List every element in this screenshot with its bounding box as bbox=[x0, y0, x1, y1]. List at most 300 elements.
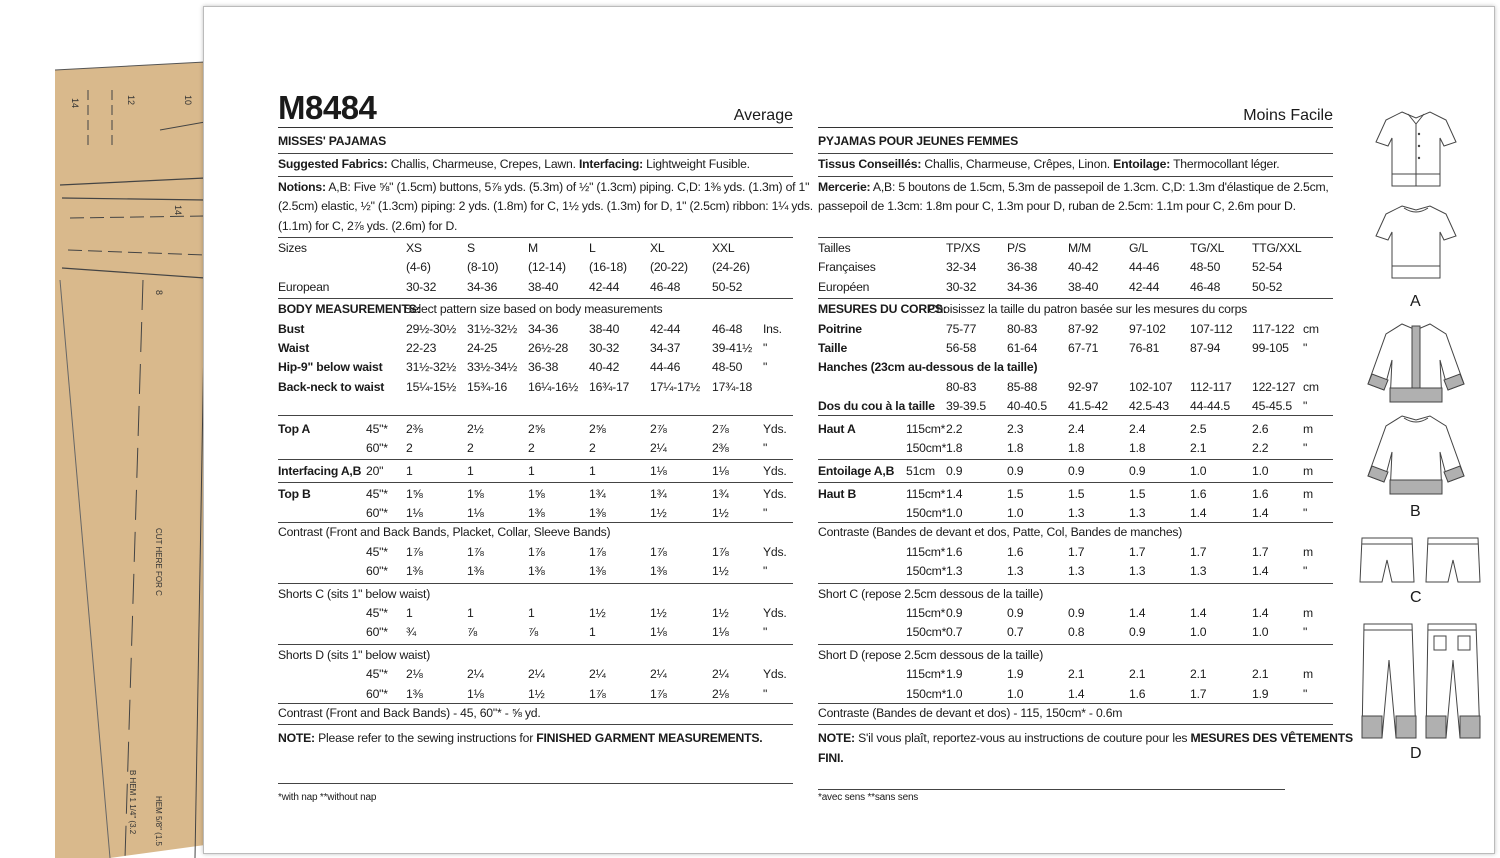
yardage-value: 2.1 bbox=[1068, 667, 1085, 681]
yardage-value: 0.9 bbox=[1007, 606, 1024, 620]
yardage-value: 1.4 bbox=[946, 487, 963, 501]
measurement-value: 80-83 bbox=[946, 380, 977, 394]
yardage-value: 0.9 bbox=[1129, 464, 1146, 478]
yardage-value: 1⅛ bbox=[467, 687, 484, 701]
view-a-back-drawing bbox=[1374, 202, 1458, 282]
yardage-value: 1.4 bbox=[1252, 564, 1269, 578]
size-value: TTG/XXL bbox=[1252, 241, 1302, 255]
measurement-value: 56-58 bbox=[946, 341, 977, 355]
size-value: 40-42 bbox=[1068, 260, 1099, 274]
measurement-value: 39-39.5 bbox=[946, 399, 986, 413]
yardage-value: 2 bbox=[406, 441, 413, 455]
pattern-back-sheet bbox=[203, 6, 1495, 854]
yardage-value: 2.3 bbox=[1007, 422, 1024, 436]
francaises-label: Françaises bbox=[818, 260, 876, 274]
yardage-value: 2⅛ bbox=[712, 687, 729, 701]
yardage-value: 1⅜ bbox=[406, 564, 423, 578]
size-value: (8-10) bbox=[467, 260, 499, 274]
size-value: 34-36 bbox=[467, 280, 498, 294]
footnote: *with nap **without nap bbox=[278, 792, 377, 803]
body-measurements-note: Select pattern size based on body measurements bbox=[404, 302, 663, 316]
size-value: S bbox=[467, 241, 475, 255]
yardage-value: 1½ bbox=[528, 687, 545, 701]
yardage-value: 1 bbox=[467, 464, 474, 478]
english-column bbox=[278, 7, 813, 853]
size-value: 46-48 bbox=[1190, 280, 1221, 294]
measurement-value: 38-40 bbox=[589, 322, 620, 336]
yardage-value: 1.9 bbox=[1252, 687, 1269, 701]
yardage-value: 1.8 bbox=[1007, 441, 1024, 455]
yardage-value: 2.1 bbox=[1252, 667, 1269, 681]
view-d-label: D bbox=[1410, 745, 1422, 762]
measurement-value: 87-92 bbox=[1068, 322, 1099, 336]
notions-fr-line-2: passepoil de 1.3cm: 1.8m pour C, 1.3m pour D, ruban de 2.5cm: 1.1m pour C, 2.6m pour D. bbox=[818, 199, 1296, 213]
yardage-value: 2¼ bbox=[589, 667, 606, 681]
measurement-value: 122-127 bbox=[1252, 380, 1296, 394]
french-header bbox=[818, 89, 1333, 128]
note: NOTE: Please refer to the sewing instructions for FINISHED GARMENT MEASUREMENTS. bbox=[278, 731, 763, 745]
yardage-value: 2¼ bbox=[467, 667, 484, 681]
yardage-value: 2½ bbox=[467, 422, 484, 436]
measurement-value: 26½-28 bbox=[528, 341, 569, 355]
pattern-title-fr: PYJAMAS POUR JEUNES FEMMES bbox=[818, 134, 1018, 148]
measurement-value: 15¾-16 bbox=[467, 380, 508, 394]
yardage-value: 1.5 bbox=[1068, 487, 1085, 501]
measurement-value: 61-64 bbox=[1007, 341, 1038, 355]
yardage-value: 2⅛ bbox=[406, 667, 423, 681]
yardage-value: 1½ bbox=[589, 606, 606, 620]
pattern-number: M8484 bbox=[278, 89, 377, 126]
view-b-label: B bbox=[1410, 503, 1421, 520]
unit-label: Yds. bbox=[763, 545, 787, 559]
yardage-value: ⅞ bbox=[528, 625, 538, 639]
yardage-value: 1⅞ bbox=[406, 545, 423, 559]
contrast-label: Contrast (Front and Back Bands, Placket, Collar, Sleeve Bands) bbox=[278, 525, 611, 539]
unit-label: " bbox=[763, 360, 768, 374]
yardage-value: 1.3 bbox=[946, 564, 963, 578]
yardage-value: 1⅜ bbox=[528, 506, 545, 520]
yardage-value: 1 bbox=[528, 464, 535, 478]
measurement-value: 102-107 bbox=[1129, 380, 1173, 394]
yardage-value: 1.7 bbox=[1190, 545, 1207, 559]
yardage-value: 1.0 bbox=[1252, 625, 1269, 639]
body-row-label: Bust bbox=[278, 322, 305, 336]
yardage-value: 1.4 bbox=[1252, 506, 1269, 520]
yardage-value: 1⅜ bbox=[589, 506, 606, 520]
measurement-value: 36-38 bbox=[528, 360, 559, 374]
unit-label: " bbox=[763, 564, 768, 578]
tissue-number: 14 bbox=[70, 98, 80, 109]
yardage-value: 2¼ bbox=[528, 667, 545, 681]
yardage-value: 1 bbox=[528, 606, 535, 620]
measurement-value: 15¼-15½ bbox=[406, 380, 457, 394]
measurement-value: 46-48 bbox=[712, 322, 743, 336]
measurement-value: 87-94 bbox=[1190, 341, 1221, 355]
fabric-width: 45"* bbox=[366, 422, 388, 436]
yardage-value: 1.3 bbox=[1068, 506, 1085, 520]
size-value: XXL bbox=[712, 241, 735, 255]
measurement-value: 117-122 bbox=[1252, 322, 1295, 336]
yardage-value: 1⅛ bbox=[712, 464, 729, 478]
yardage-value: 1⅜ bbox=[467, 564, 484, 578]
english-header bbox=[278, 89, 793, 128]
yardage-value: 1.4 bbox=[1129, 606, 1146, 620]
unit-label: " bbox=[1303, 399, 1308, 413]
shorts-d-label-fr: Short D (repose 2.5cm dessous de la taille) bbox=[818, 648, 1044, 662]
difficulty-label-fr: Moins Facile bbox=[1243, 107, 1333, 124]
view-d-drawing bbox=[1358, 620, 1484, 742]
measurement-value: 45-45.5 bbox=[1252, 399, 1292, 413]
measurement-value: 34-36 bbox=[528, 322, 559, 336]
yardage-value: 1⅝ bbox=[528, 487, 545, 501]
french-column bbox=[818, 7, 1353, 853]
yardage-value: 1½ bbox=[712, 606, 729, 620]
body-measurements-note-fr: Choisissez la taille du patron basée sur les mesures du corps bbox=[928, 302, 1248, 316]
sizes-label-fr: Tailles bbox=[818, 241, 851, 255]
yardage-value: 2¼ bbox=[712, 667, 729, 681]
yardage-value: 1.8 bbox=[946, 441, 963, 455]
yardage-value: 2 bbox=[467, 441, 474, 455]
size-value: 30-32 bbox=[946, 280, 977, 294]
tissue-label-hem: HEM 5/8" (1.5 bbox=[154, 796, 163, 846]
yardage-value: 1 bbox=[406, 606, 413, 620]
measurement-value: 42-44 bbox=[650, 322, 681, 336]
view-c-drawing bbox=[1358, 534, 1484, 586]
size-value: (20-22) bbox=[650, 260, 688, 274]
yardage-value: 1.9 bbox=[946, 667, 963, 681]
unit-label: " bbox=[1303, 564, 1308, 578]
yardage-value: 1⅜ bbox=[406, 687, 423, 701]
yardage-value: 2⅞ bbox=[650, 422, 667, 436]
yardage-value: 1½ bbox=[712, 564, 729, 578]
yardage-value: 1 bbox=[589, 625, 596, 639]
body-row-label: Poitrine bbox=[818, 322, 862, 336]
yardage-value: 1.6 bbox=[1252, 487, 1269, 501]
measurement-value: 39-41½ bbox=[712, 341, 753, 355]
yardage-value: 1.8 bbox=[1068, 441, 1085, 455]
fabric-width: 45"* bbox=[366, 667, 388, 681]
tissue-label-cut-here: CUT HERE FOR C bbox=[154, 528, 163, 596]
european-label: European bbox=[278, 280, 330, 294]
top-b-label: Top B bbox=[278, 487, 311, 501]
size-value: XL bbox=[650, 241, 665, 255]
fabric-width: 45"* bbox=[366, 606, 388, 620]
size-value: 46-48 bbox=[650, 280, 681, 294]
size-value: 50-52 bbox=[712, 280, 743, 294]
fabric-width: 60"* bbox=[366, 564, 388, 578]
yardage-value: 1⅝ bbox=[467, 487, 484, 501]
yardage-value: 0.9 bbox=[1068, 464, 1085, 478]
yardage-value: 2.1 bbox=[1190, 441, 1207, 455]
yardage-value: 1½ bbox=[650, 606, 667, 620]
fabric-width: 115cm* bbox=[906, 667, 946, 681]
yardage-value: 1.5 bbox=[1007, 487, 1024, 501]
unit-label: " bbox=[1303, 441, 1308, 455]
measurement-value: 44-44.5 bbox=[1190, 399, 1230, 413]
measurement-value: 112-117 bbox=[1190, 380, 1232, 394]
view-a-front-drawing bbox=[1374, 108, 1458, 190]
yardage-value: 1.0 bbox=[1190, 625, 1207, 639]
body-measurements-label-fr: MESURES DU CORPS: bbox=[818, 302, 947, 316]
tissue-number: 12 bbox=[126, 95, 136, 106]
size-value: 32-34 bbox=[946, 260, 977, 274]
yardage-value: 2.4 bbox=[1129, 422, 1146, 436]
measurement-value: 31½-32½ bbox=[467, 322, 518, 336]
size-value: 36-38 bbox=[1007, 260, 1038, 274]
unit-label: Yds. bbox=[763, 464, 787, 478]
yardage-value: 1 bbox=[589, 464, 596, 478]
measurement-value: 31½-32½ bbox=[406, 360, 457, 374]
yardage-value: 1.3 bbox=[1190, 564, 1207, 578]
yardage-value: 0.9 bbox=[1068, 606, 1085, 620]
measurement-value: 75-77 bbox=[946, 322, 977, 336]
yardage-value: 1½ bbox=[712, 506, 729, 520]
yardage-value: 0.9 bbox=[1007, 464, 1024, 478]
size-value: 44-46 bbox=[1129, 260, 1160, 274]
contrast-bands-note: Contrast (Front and Back Bands) - 45, 60"* - ⅝ yd. bbox=[278, 706, 541, 720]
unit-label: m bbox=[1303, 464, 1313, 478]
view-drawings bbox=[1354, 102, 1484, 772]
unit-label: " bbox=[1303, 687, 1308, 701]
yardage-value: 2⅞ bbox=[712, 422, 729, 436]
measurement-value: 97-102 bbox=[1129, 322, 1166, 336]
body-row-label: Waist bbox=[278, 341, 310, 355]
suggested-fabrics-fr: Tissus Conseillés: Challis, Charmeuse, Crêpes, Linon. Entoilage: Thermocollant léger. bbox=[818, 157, 1280, 171]
notions-line-3: (1.1m) for C, 2⅞ yds. (2.6m) for D. bbox=[278, 219, 458, 233]
unit-label: Yds. bbox=[763, 422, 787, 436]
yardage-value: 2¼ bbox=[650, 441, 667, 455]
yardage-value: 1.3 bbox=[1129, 564, 1146, 578]
yardage-value: 1.6 bbox=[1129, 687, 1146, 701]
yardage-value: 1.7 bbox=[1068, 545, 1085, 559]
size-value: (4-6) bbox=[406, 260, 431, 274]
yardage-value: 1.4 bbox=[1068, 687, 1085, 701]
size-value: M/M bbox=[1068, 241, 1092, 255]
yardage-value: 1.0 bbox=[1007, 506, 1024, 520]
yardage-value: 1.6 bbox=[946, 545, 963, 559]
fabric-width: 150cm* bbox=[906, 441, 947, 455]
unit-label: Yds. bbox=[763, 487, 787, 501]
yardage-value: 1⅜ bbox=[650, 564, 667, 578]
notions: Notions: A,B: Five ⅝" (1.5cm) buttons, 5⅞ yds. (5.3m) of ½" (1.3cm) piping. C,D: 1⅜ yds. (1.3m) of 1" bbox=[278, 180, 810, 194]
shorts-d-label: Shorts D (sits 1" below waist) bbox=[278, 648, 431, 662]
unit-label: m bbox=[1303, 545, 1313, 559]
size-value: TP/XS bbox=[946, 241, 981, 255]
tissue-number: 8 bbox=[154, 290, 164, 296]
suggested-fabrics: Suggested Fabrics: Challis, Charmeuse, Crepes, Lawn. Interfacing: Lightweight Fusible. bbox=[278, 157, 750, 171]
tissue-label-b-hem: B HEM 1 1/4" (3.2 bbox=[128, 770, 137, 835]
yardage-value: 0.8 bbox=[1068, 625, 1085, 639]
measurement-value: 33½-34½ bbox=[467, 360, 518, 374]
measurement-value: 17¼-17½ bbox=[650, 380, 701, 394]
size-value: P/S bbox=[1007, 241, 1027, 255]
yardage-value: 2.1 bbox=[1190, 667, 1207, 681]
yardage-value: 1½ bbox=[650, 506, 667, 520]
body-row-label: Taille bbox=[818, 341, 848, 355]
unit-label: " bbox=[763, 441, 768, 455]
yardage-value: 1.4 bbox=[1190, 506, 1207, 520]
yardage-value: 1⅛ bbox=[712, 625, 729, 639]
measurement-value: 42.5-43 bbox=[1129, 399, 1169, 413]
tissue-number: 14 bbox=[173, 205, 183, 216]
fabric-width: 150cm* bbox=[906, 687, 947, 701]
yardage-value: 2.2 bbox=[946, 422, 963, 436]
size-value: 42-44 bbox=[1129, 280, 1160, 294]
size-value: (24-26) bbox=[712, 260, 750, 274]
body-measurements-label: BODY MEASUREMENTS: bbox=[278, 302, 421, 316]
tissue-number: 10 bbox=[183, 95, 193, 106]
top-b-label-fr: Haut B bbox=[818, 487, 857, 501]
yardage-value: 1.0 bbox=[1252, 464, 1269, 478]
unit-label: " bbox=[763, 506, 768, 520]
yardage-value: 1.4 bbox=[1252, 606, 1269, 620]
yardage-value: ¾ bbox=[406, 625, 416, 639]
fabric-width: 60"* bbox=[366, 625, 388, 639]
measurement-value: 92-97 bbox=[1068, 380, 1099, 394]
fabric-width: 60"* bbox=[366, 441, 388, 455]
yardage-value: 0.9 bbox=[1129, 625, 1146, 639]
measurement-value: 24-25 bbox=[467, 341, 498, 355]
fabric-width: 150cm* bbox=[906, 564, 947, 578]
yardage-value: 1.7 bbox=[1129, 545, 1146, 559]
measurement-value: 99-105 bbox=[1252, 341, 1289, 355]
yardage-value: 1⅞ bbox=[650, 545, 667, 559]
shorts-c-label-fr: Short C (repose 2.5cm dessous de la taille) bbox=[818, 587, 1044, 601]
view-a-label: A bbox=[1410, 293, 1421, 310]
size-value: M bbox=[528, 241, 538, 255]
yardage-value: ⅞ bbox=[467, 625, 477, 639]
yardage-value: 2⅝ bbox=[528, 422, 545, 436]
measurement-value: 107-112 bbox=[1190, 322, 1233, 336]
size-value: (16-18) bbox=[589, 260, 627, 274]
notions-fr: Mercerie: A,B: 5 boutons de 1.5cm, 5.3m de passepoil de 1.3cm. C,D: 1.3m d'élastique de 2.5cm, bbox=[818, 180, 1329, 194]
yardage-value: 1¾ bbox=[712, 487, 729, 501]
fabric-width: 115cm* bbox=[906, 545, 946, 559]
yardage-value: 1.8 bbox=[1129, 441, 1146, 455]
measurement-value: 16¼-16½ bbox=[528, 380, 579, 394]
unit-label: " bbox=[1303, 341, 1308, 355]
unit-label: " bbox=[1303, 506, 1308, 520]
yardage-value: 2⅝ bbox=[589, 422, 606, 436]
size-value: 50-52 bbox=[1252, 280, 1283, 294]
yardage-value: 2⅜ bbox=[712, 441, 729, 455]
yardage-value: 0.7 bbox=[1007, 625, 1024, 639]
fabric-width: 150cm* bbox=[906, 506, 947, 520]
yardage-value: 1.0 bbox=[946, 506, 963, 520]
european-label-fr: Européen bbox=[818, 280, 870, 294]
yardage-value: 1.6 bbox=[1190, 487, 1207, 501]
unit-label: m bbox=[1303, 422, 1313, 436]
yardage-value: 2⅜ bbox=[406, 422, 423, 436]
measurement-value: 40-40.5 bbox=[1007, 399, 1047, 413]
notions-line-2: (2.5cm) elastic, ½" (1.3cm) piping: 2 yds. (1.8m) for C, 1½ yds. (1.3m) for D, 1" (2.5cm) ribbon: 1¼ yds. bbox=[278, 199, 813, 213]
view-b-back-drawing bbox=[1366, 412, 1466, 498]
yardage-value: 1¾ bbox=[589, 487, 606, 501]
yardage-value: 0.9 bbox=[946, 606, 963, 620]
yardage-value: 1 bbox=[467, 606, 474, 620]
yardage-value: 2.4 bbox=[1068, 422, 1085, 436]
fabric-width: 45"* bbox=[366, 545, 388, 559]
unit-label: " bbox=[763, 341, 768, 355]
size-value: 38-40 bbox=[528, 280, 559, 294]
yardage-value: 1.3 bbox=[1129, 506, 1146, 520]
unit-label: Yds. bbox=[763, 667, 787, 681]
unit-label: Yds. bbox=[763, 606, 787, 620]
yardage-value: 1.0 bbox=[1007, 687, 1024, 701]
shorts-c-label: Shorts C (sits 1" below waist) bbox=[278, 587, 431, 601]
size-value: (12-14) bbox=[528, 260, 566, 274]
measurement-value: 29½-30½ bbox=[406, 322, 457, 336]
size-value: 48-50 bbox=[1190, 260, 1221, 274]
yardage-value: 1.3 bbox=[1007, 564, 1024, 578]
sizes-label: Sizes bbox=[278, 241, 307, 255]
body-row-label: Back-neck to waist bbox=[278, 380, 385, 394]
yardage-value: 1.3 bbox=[1068, 564, 1085, 578]
yardage-value: 2¼ bbox=[650, 667, 667, 681]
yardage-value: 2.6 bbox=[1252, 422, 1269, 436]
size-value: 52-54 bbox=[1252, 260, 1283, 274]
measurement-value: 30-32 bbox=[589, 341, 620, 355]
unit-label: " bbox=[1303, 625, 1308, 639]
size-value: 38-40 bbox=[1068, 280, 1099, 294]
yardage-value: 1⅛ bbox=[406, 506, 423, 520]
yardage-value: 1⅞ bbox=[589, 687, 606, 701]
size-value: G/L bbox=[1129, 241, 1149, 255]
fabric-width: 51cm bbox=[906, 464, 936, 478]
top-a-label: Top A bbox=[278, 422, 311, 436]
measurement-value: 85-88 bbox=[1007, 380, 1038, 394]
measurement-value: 41.5-42 bbox=[1068, 399, 1108, 413]
view-c-label: C bbox=[1410, 589, 1422, 606]
interfacing-row-label-fr: Entoilage A,B bbox=[818, 464, 895, 478]
note-fr: NOTE: S'il vous plaît, reportez-vous au instructions de couture pour les MESURES DES VÊTEMENTS bbox=[818, 731, 1353, 745]
yardage-value: 1⅛ bbox=[650, 625, 667, 639]
yardage-value: 1.9 bbox=[1007, 667, 1024, 681]
yardage-value: 0.9 bbox=[946, 464, 963, 478]
yardage-value: 1⅞ bbox=[467, 545, 484, 559]
measurement-value: 40-42 bbox=[589, 360, 620, 374]
yardage-value: 1⅜ bbox=[589, 564, 606, 578]
measurement-value: 16¾-17 bbox=[589, 380, 630, 394]
yardage-value: 1⅞ bbox=[528, 545, 545, 559]
yardage-value: 1 bbox=[406, 464, 413, 478]
hanches-label: Hanches (23cm au-dessous de la taille) bbox=[818, 360, 1038, 374]
unit-label: cm bbox=[1303, 380, 1319, 394]
measurement-value: 34-37 bbox=[650, 341, 681, 355]
yardage-value: 2 bbox=[528, 441, 535, 455]
note-fr-line-2: FINI. bbox=[818, 751, 844, 765]
fabric-width: 150cm* bbox=[906, 625, 947, 639]
unit-label: " bbox=[763, 625, 768, 639]
yardage-value: 2.5 bbox=[1190, 422, 1207, 436]
fabric-width: 115cm* bbox=[906, 422, 946, 436]
measurement-value: 67-71 bbox=[1068, 341, 1099, 355]
measurement-value: 48-50 bbox=[712, 360, 743, 374]
unit-label: m bbox=[1303, 606, 1313, 620]
contrast-label-fr: Contraste (Bandes de devant et dos, Patte, Col, Bandes de manches) bbox=[818, 525, 1183, 539]
yardage-value: 1⅝ bbox=[406, 487, 423, 501]
fabric-width: 45"* bbox=[366, 487, 388, 501]
tissue-pattern bbox=[0, 0, 220, 858]
unit-label: m bbox=[1303, 487, 1313, 501]
view-b-front-drawing bbox=[1366, 320, 1466, 406]
yardage-value: 1.7 bbox=[1252, 545, 1269, 559]
size-value: 34-36 bbox=[1007, 280, 1038, 294]
unit-label: Ins. bbox=[763, 322, 782, 336]
interfacing-row-label: Interfacing A,B bbox=[278, 464, 362, 478]
yardage-value: 1.4 bbox=[1190, 606, 1207, 620]
yardage-value: 2.2 bbox=[1252, 441, 1269, 455]
